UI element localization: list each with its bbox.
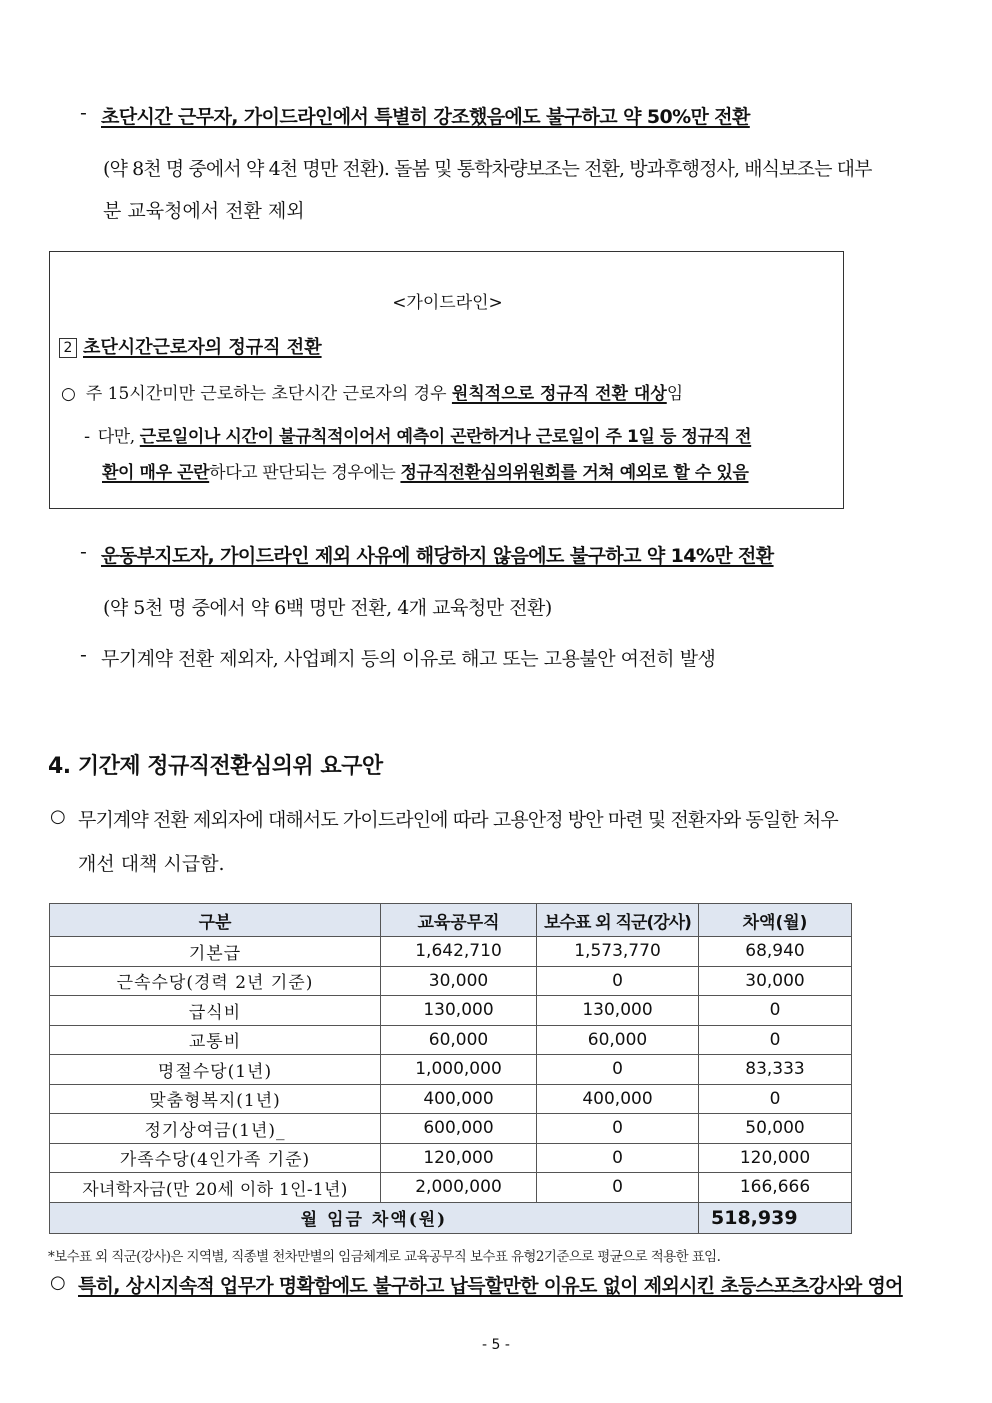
row-label: 급식비	[50, 996, 381, 1026]
header-instructor: 보수표 외 직군(강사)	[537, 904, 699, 937]
row-label: 근속수당(경력 2년 기준)	[50, 966, 381, 996]
row-label: 기본급	[50, 937, 381, 967]
row-label: 명절수당(1년)	[50, 1055, 381, 1085]
wage-comparison-table	[49, 903, 852, 1234]
section4-heading: 4. 기간제 정규직전환심의위 요구안	[48, 754, 383, 779]
table-row	[50, 937, 852, 967]
cell-education-staff: 1,642,710	[381, 937, 537, 967]
dash-bullet: -	[80, 541, 87, 563]
cell-difference: 166,666	[699, 1173, 852, 1203]
total-value: 518,939	[699, 1202, 852, 1233]
cell-instructor: 0	[537, 966, 699, 996]
cell-difference: 83,333	[699, 1055, 852, 1085]
guideline-sub-line2	[102, 458, 748, 483]
cell-instructor: 1,573,770	[537, 937, 699, 967]
guideline-bullet	[61, 379, 683, 404]
sub-emphasis-line1: 근로일이나 시간이 불규칙적이어서 예측이 곤란하거나 근로일이 주 1일 등 정규직 전	[139, 427, 752, 447]
row-label: 가족수당(4인가족 기준)	[50, 1143, 381, 1173]
item1-detail-line2: 분 교육청에서 전환 제외	[103, 200, 305, 222]
cell-difference: 0	[699, 996, 852, 1026]
item1-detail-line1: (약 8천 명 중에서 약 4천 명만 전환). 돌봄 및 통학차량보조는 전환, 방과후행정사, 배식보조는 대부	[103, 158, 872, 180]
dash-bullet: -	[80, 644, 87, 666]
cell-difference: 30,000	[699, 966, 852, 996]
guideline-section-heading	[59, 333, 322, 359]
cell-difference: 50,000	[699, 1114, 852, 1144]
cell-instructor: 400,000	[537, 1084, 699, 1114]
sub-prefix: 다만,	[97, 427, 140, 447]
dash-bullet: -	[80, 102, 87, 124]
cell-instructor: 0	[537, 1055, 699, 1085]
cell-education-staff: 400,000	[381, 1084, 537, 1114]
sub-middle: 하다고 판단되는 경우에는	[209, 463, 401, 483]
cell-education-staff: 120,000	[381, 1143, 537, 1173]
table-row	[50, 996, 852, 1026]
bullet-prefix: 주 15시간미만 근로하는 초단시간 근로자의 경우	[85, 384, 452, 404]
table-row	[50, 1025, 852, 1055]
table-row	[50, 1173, 852, 1203]
cell-difference: 68,940	[699, 937, 852, 967]
header-education-staff: 교육공무직	[381, 904, 537, 937]
bullet-emphasis: 원칙적으로 정규직 전환 대상	[451, 384, 667, 404]
section-title: 초단시간근로자의 정규직 전환	[83, 337, 322, 358]
cell-instructor: 130,000	[537, 996, 699, 1026]
last-bullet-text: 특히, 상시지속적 업무가 명확함에도 불구하고 납득할만한 이유도 없이 제외시킨 초등스포츠강사와 영어	[78, 1275, 903, 1297]
cell-education-staff: 60,000	[381, 1025, 537, 1055]
row-label: 정기상여금(1년)_	[50, 1114, 381, 1144]
circle-bullet: ○	[50, 806, 66, 827]
guideline-box	[49, 251, 844, 509]
row-label: 맞춤형복지(1년)	[50, 1084, 381, 1114]
cell-difference: 0	[699, 1025, 852, 1055]
cell-instructor: 0	[537, 1143, 699, 1173]
item1-heading: 초단시간 근무자, 가이드라인에서 특별히 강조했음에도 불구하고 약 50%만 전환	[101, 106, 750, 128]
table-footnote: *보수표 외 직군(강사)은 지역별, 직종별 천차만별의 임금체계로 교육공무직 보수표 유형2기준으로 평균으로 적용한 표임.	[48, 1249, 721, 1265]
table-header-row	[50, 904, 852, 937]
section4-para-line1: 무기계약 전환 제외자에 대해서도 가이드라인에 따라 고용안정 방안 마련 및 전환자와 동일한 처우	[78, 809, 838, 831]
guideline-sub-line1	[84, 422, 751, 447]
cell-education-staff: 600,000	[381, 1114, 537, 1144]
sub-emphasis-line2: 환이 매우 곤란	[102, 463, 210, 483]
header-difference: 차액(월)	[699, 904, 852, 937]
item3: 무기계약 전환 제외자, 사업폐지 등의 이유로 해고 또는 고용불안 여전히 발생	[101, 648, 716, 670]
bullet-suffix: 임	[666, 384, 684, 404]
section4-para-line2: 개선 대책 시급함.	[78, 853, 225, 875]
cell-education-staff: 1,000,000	[381, 1055, 537, 1085]
circle-bullet: ○	[61, 384, 76, 404]
table-row	[50, 1114, 852, 1144]
cell-education-staff: 2,000,000	[381, 1173, 537, 1203]
cell-education-staff: 30,000	[381, 966, 537, 996]
header-category: 구분	[50, 904, 381, 937]
cell-difference: 0	[699, 1084, 852, 1114]
item2-heading: 운동부지도자, 가이드라인 제외 사유에 해당하지 않음에도 불구하고 약 14%만 전환	[101, 545, 774, 567]
total-row	[50, 1202, 852, 1233]
cell-instructor: 0	[537, 1114, 699, 1144]
table-row	[50, 1143, 852, 1173]
table-row	[50, 966, 852, 996]
table-row	[50, 1084, 852, 1114]
circle-bullet: ○	[50, 1272, 66, 1293]
item2-detail: (약 5천 명 중에서 약 6백 명만 전환, 4개 교육청만 전환)	[103, 597, 552, 619]
row-label: 교통비	[50, 1025, 381, 1055]
table-row	[50, 1055, 852, 1085]
cell-difference: 120,000	[699, 1143, 852, 1173]
page-number: - 5 -	[482, 1337, 510, 1353]
section-number-box: 2	[59, 338, 77, 358]
cell-instructor: 60,000	[537, 1025, 699, 1055]
sub-dash: -	[84, 427, 90, 447]
row-label: 자녀학자금(만 20세 이하 1인-1년)	[50, 1173, 381, 1203]
total-label: 월 임금 차액(원)	[50, 1202, 699, 1233]
guideline-title: <가이드라인>	[392, 293, 503, 313]
cell-education-staff: 130,000	[381, 996, 537, 1026]
cell-instructor: 0	[537, 1173, 699, 1203]
sub-emphasis-end: 정규직전환심의위원회를 거쳐 예외로 할 수 있음	[400, 463, 749, 483]
